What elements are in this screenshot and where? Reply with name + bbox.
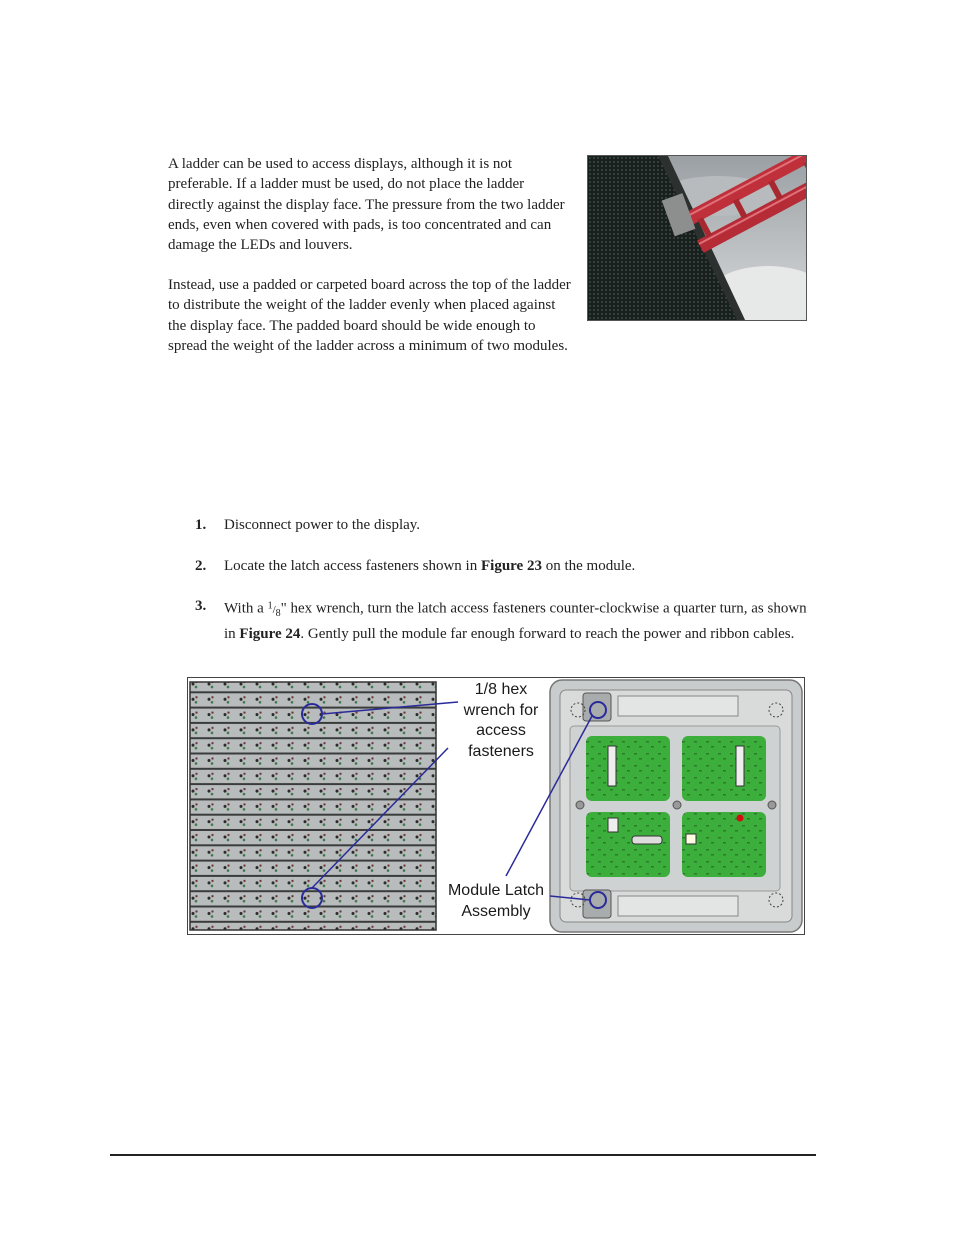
module-front-face (190, 682, 436, 930)
module-figure (187, 677, 805, 935)
step-number: 3. (195, 598, 207, 614)
callout-line: Module Latch (447, 882, 545, 899)
callout-line: access (476, 722, 526, 739)
step-2 (195, 556, 810, 577)
step-text: Disconnect power to the display. (224, 517, 421, 533)
step-number: 1. (195, 517, 207, 533)
step-number: 2. (195, 557, 207, 574)
callout-line: 1/8 hex (474, 681, 528, 698)
step-text-post: . Gently pull the module far enough forward to reach the power and ribbon cables. (300, 626, 795, 643)
step-3 (195, 596, 810, 645)
figure-reference: Figure 23 (480, 557, 542, 574)
procedure-steps (195, 515, 810, 665)
ladder-paragraph-2: Instead, use a padded or carpeted board across the top of the ladder to distribute the weight of the ladder evenly when placed against the display face. The padded board should be wide enough to spread the weight of the ladder across a minimum of two modules. (168, 277, 571, 354)
callout-latch-assembly (440, 881, 552, 922)
fraction-numerator: 1 (267, 600, 273, 611)
step-text-pre: With a (224, 600, 268, 617)
callout-line: wrench for (463, 701, 539, 719)
ladder-photo (587, 155, 807, 321)
fraction-denominator: 8 (275, 607, 281, 619)
footer-rule (110, 1154, 816, 1156)
ladder-paragraph-1: A ladder can be used to access displays, although it is not preferable. If a ladder must be used, do not place the ladder directly against the display face. The pressure from the two ladder ends, even when covered with pads, is too concentrated and can damage the LEDs and louvers. (168, 156, 565, 254)
step-text-post: on the module. (541, 557, 636, 574)
step-text-pre: Locate the latch access fasteners shown in (224, 557, 481, 574)
step-text-mid: " hex wrench, turn the latch access fasteners counter-clockwise a quarter turn, as shown in (224, 600, 807, 643)
step-1 (195, 515, 810, 536)
ladder-photo-image (588, 156, 807, 321)
callout-hex-wrench (448, 680, 554, 762)
callout-line: fasteners (468, 742, 534, 760)
fraction: $^1/_8$ (267, 600, 281, 619)
callout-line: Assembly (461, 902, 531, 920)
figure-reference: Figure 24 (239, 626, 301, 643)
